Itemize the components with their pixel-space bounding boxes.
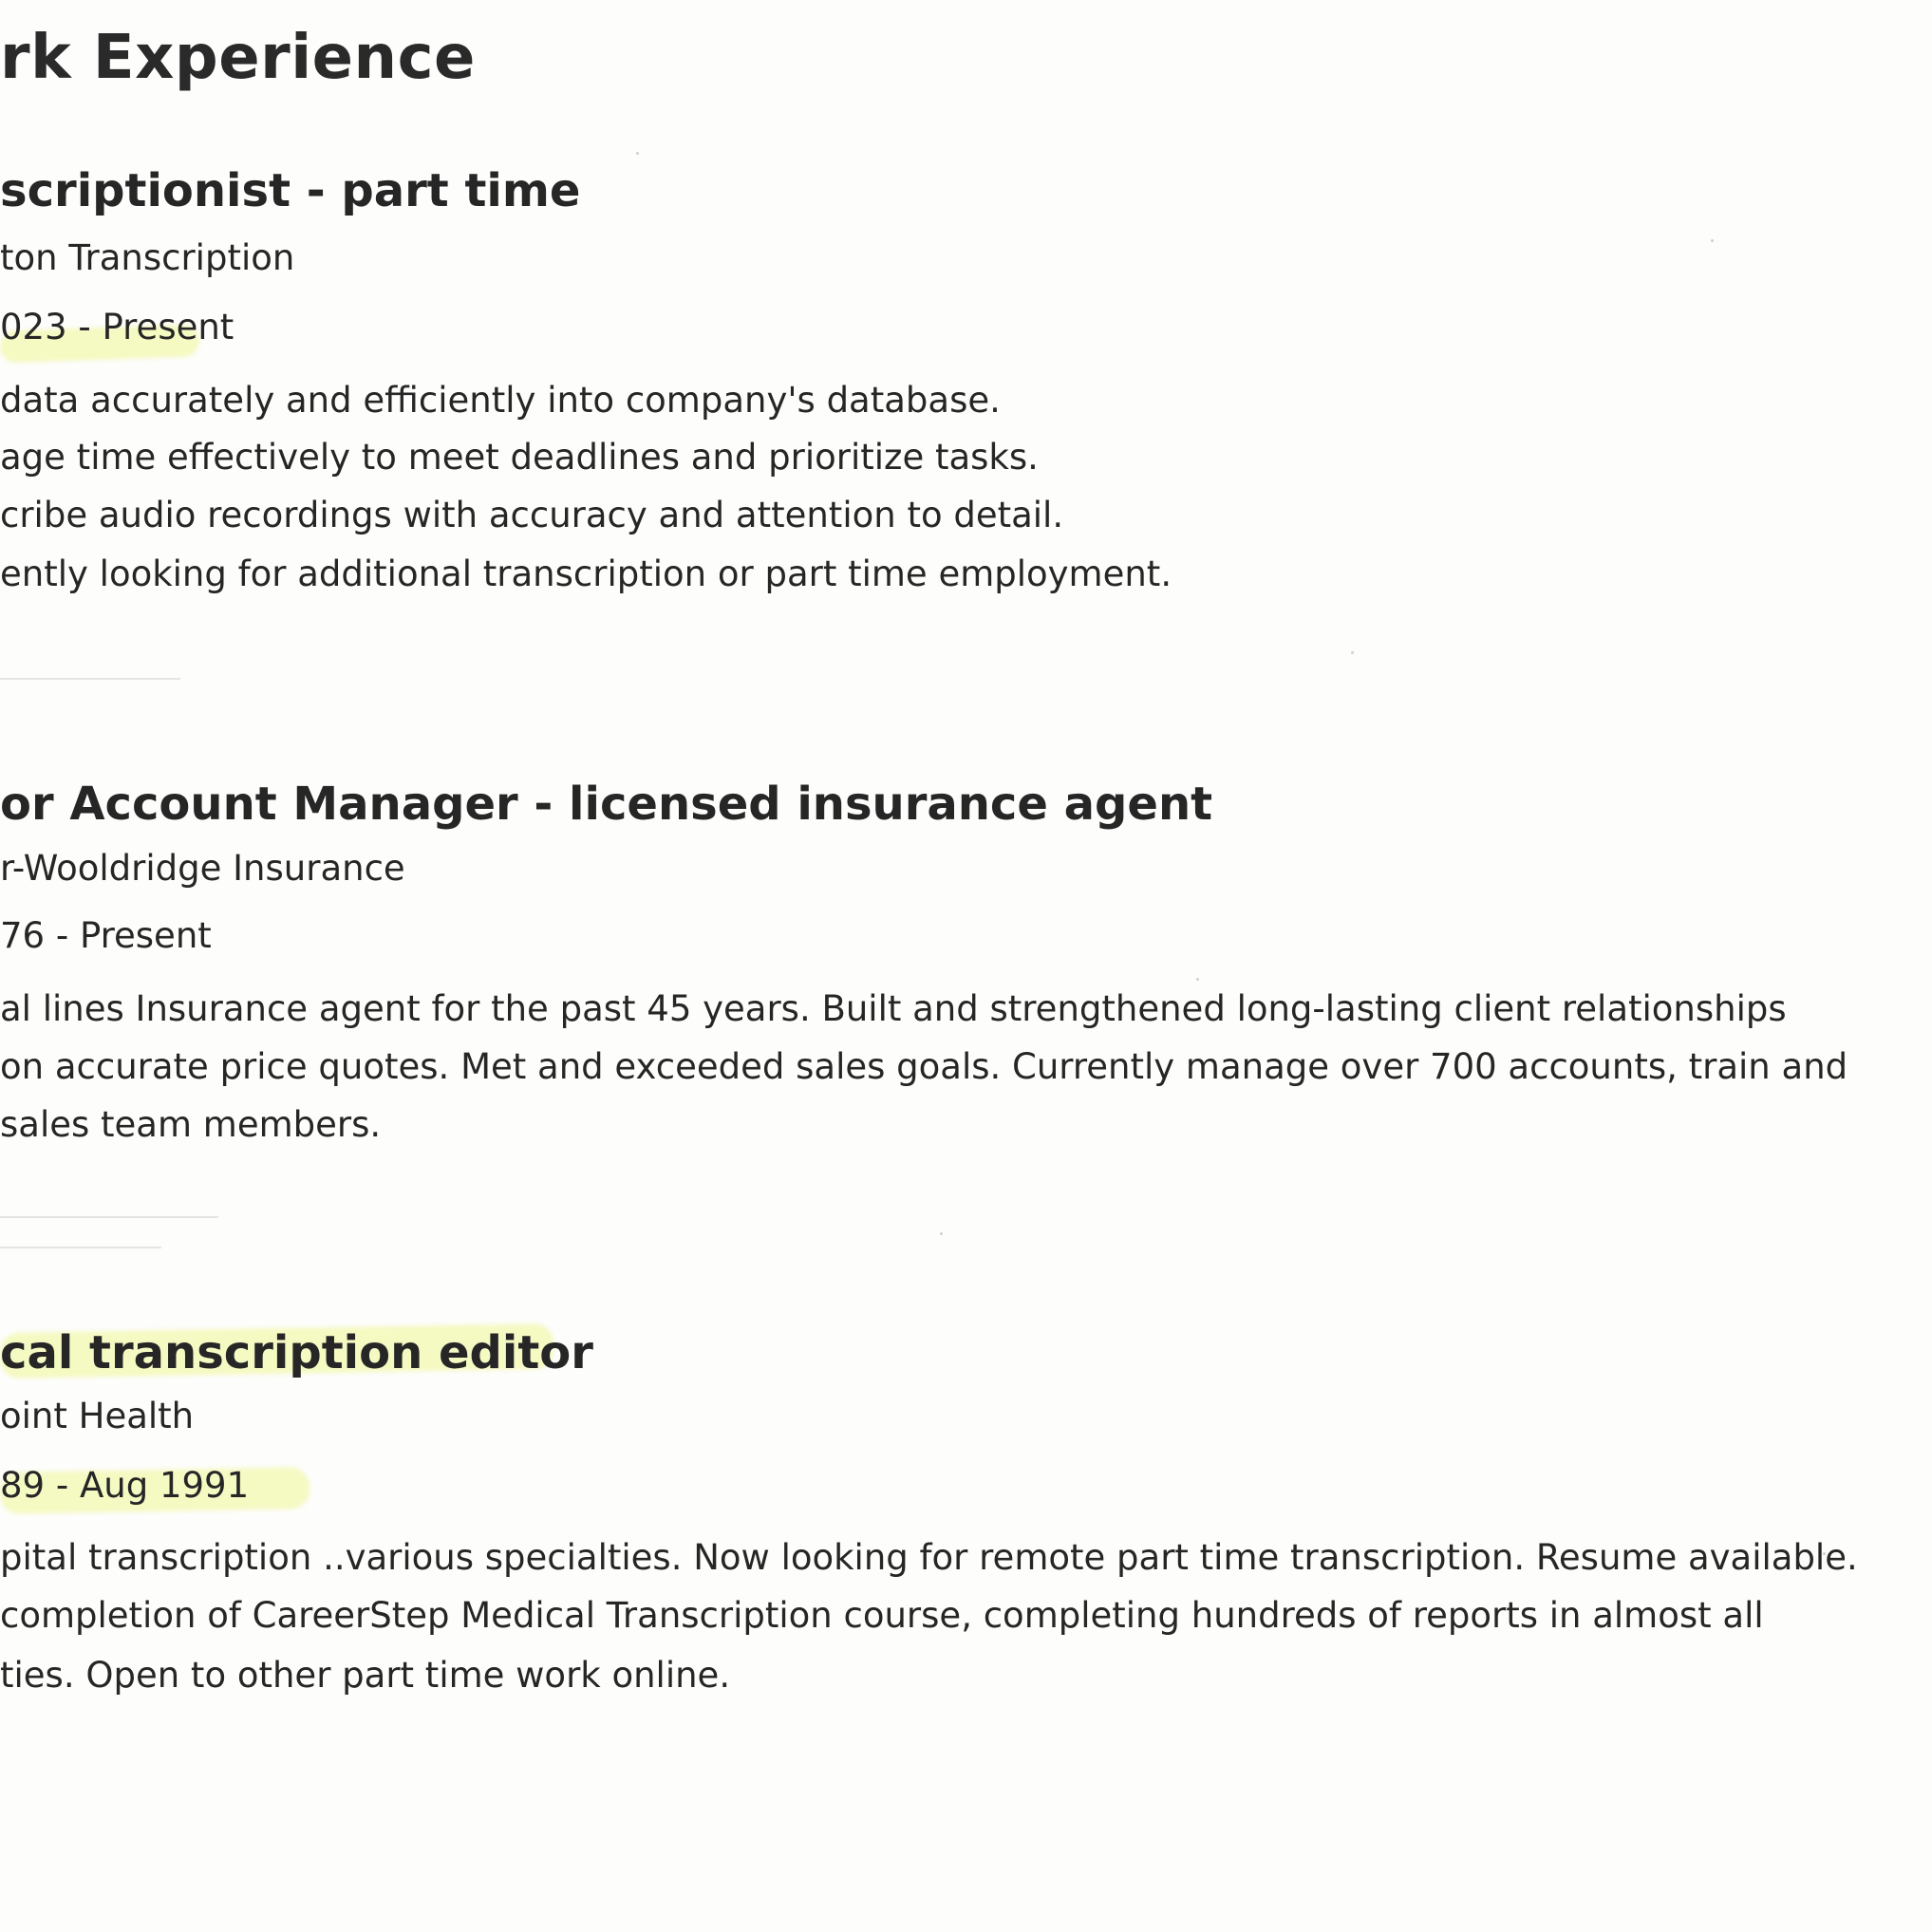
job-description-line: ties. Open to other part time work online. (0, 1655, 731, 1696)
job-title: scriptionist - part time (0, 164, 581, 217)
scan-speck (1711, 239, 1714, 242)
job-title: cal transcription editor (0, 1326, 593, 1379)
job-title: or Account Manager - licensed insurance agent (0, 778, 1213, 831)
job-description-line: completion of CareerStep Medical Transcription course, completing hundreds of reports in almost all (0, 1595, 1764, 1636)
company-name: r-Wooldridge Insurance (0, 848, 405, 889)
scan-speck (940, 1232, 943, 1235)
company-name: oint Health (0, 1396, 195, 1436)
section-title: rk Experience (0, 23, 476, 93)
job-description-line: on accurate price quotes. Met and exceeded sales goals. Currently manage over 700 accounts, train and (0, 1046, 1848, 1087)
date-range: 023 - Present (0, 307, 234, 347)
scan-speck (1351, 651, 1354, 654)
job-description-line: sales team members. (0, 1104, 382, 1145)
job-description-line: pital transcription ..various specialties. Now looking for remote part time transcription. Resume available. (0, 1537, 1858, 1578)
date-range: 89 - Aug 1991 (0, 1465, 250, 1506)
scan-line (0, 1216, 218, 1218)
company-name: ton Transcription (0, 237, 295, 278)
scan-line (0, 678, 180, 680)
job-description-line: al lines Insurance agent for the past 45 years. Built and strengthened long-lasting client relationships (0, 988, 1787, 1029)
scan-speck (636, 152, 639, 155)
scan-speck (1196, 978, 1199, 981)
job-description-line: data accurately and efficiently into company's database. (0, 380, 1001, 421)
job-description-line: ently looking for additional transcription or part time employment. (0, 553, 1172, 594)
job-description-line: age time effectively to meet deadlines and prioritize tasks. (0, 437, 1039, 478)
date-range: 76 - Present (0, 915, 212, 956)
scan-line (0, 1247, 161, 1248)
job-description-line: cribe audio recordings with accuracy and attention to detail. (0, 495, 1064, 535)
